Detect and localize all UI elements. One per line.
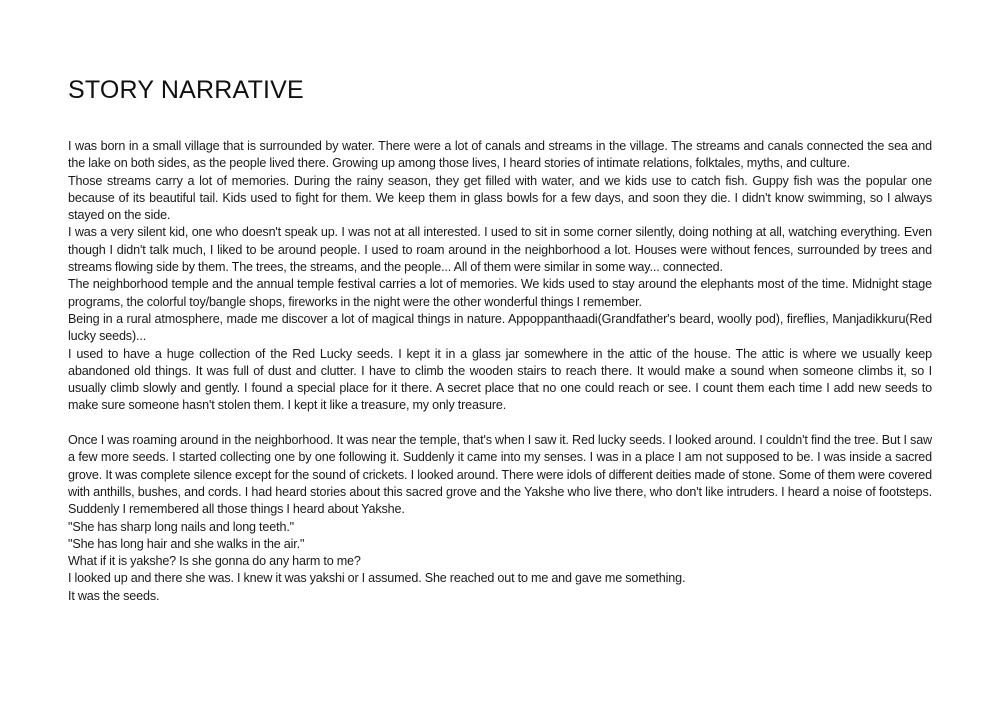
document-page	[68, 0, 932, 708]
story-paragraph: The neighborhood temple and the annual temple festival carries a lot of memories. We kids used to stay around the elephants most of the time. Midnight stage programs, the colorful toy/bangle shops, fireworks in the night were the other wonderful things I remember.	[68, 277, 932, 309]
story-body	[68, 138, 932, 605]
story-quote: "She has long hair and she walks in the air."	[68, 536, 305, 551]
story-paragraph: I was a very silent kid, one who doesn't speak up. I was not at all interested. I used to sit in some corner silently, doing nothing at all, watching everything. Even though I didn't talk much, I liked to be around people. I used to roam around in the neighborhood a lot. Houses were without fences, surrounded by trees and streams flowing side by them. The trees, the streams, and the people... All of them were similar in some way... connected.	[68, 225, 932, 275]
document-title: STORY NARRATIVE	[68, 76, 304, 104]
story-paragraph: What if it is yakshe? Is she gonna do any harm to me?	[68, 554, 361, 569]
story-paragraph: I was born in a small village that is surrounded by water. There were a lot of canals and streams in the village. The streams and canals connected the sea and the lake on both sides, as the people lived there. Growing up among those lives, I heard stories of intimate relations, folktales, myths, and culture.	[68, 139, 932, 171]
story-paragraph: Being in a rural atmosphere, made me discover a lot of magical things in nature. Appoppanthaadi(Grandfather's beard, woolly pod), fireflies, Manjadikkuru(Red lucky seeds)...	[68, 311, 932, 344]
story-paragraph: I looked up and there she was. I knew it was yakshi or I assumed. She reached out to me and gave me something.	[68, 571, 686, 586]
story-paragraph: Those streams carry a lot of memories. During the rainy season, they get filled with water, and we kids use to catch fish. Guppy fish was the popular one because of its beautiful tail. Kids used to fight for them. We keep them in glass bowls for a few days, and soon they die. I didn't know swimming, so I always stayed on the side.	[68, 173, 932, 223]
story-paragraph: I used to have a huge collection of the Red Lucky seeds. I kept it in a glass jar somewhere in the attic of the house. The attic is where we usually keep abandoned old things. It was full of dust and clutter. I have to climb the wooden stairs to reach there. It would make a sound when someone climbs it, so I usually climb slowly and gently. I found a special place for it there. A secret place that no one could reach or see. I count them each time I add new seeds to make sure someone hasn't stolen them. I kept it like a treasure, my only treasure.	[68, 346, 932, 413]
story-paragraph: It was the seeds.	[68, 588, 160, 603]
story-quote: "She has sharp long nails and long teeth."	[68, 519, 294, 534]
story-paragraph: Once I was roaming around in the neighborhood. It was near the temple, that's when I saw it. Red lucky seeds. I looked around. I couldn't find the tree. But I saw a few more seeds. I started collecting one by one following it. Suddenly it came into my senses. I was in a place I am not supposed to be. I was inside a sacred grove. It was complete silence except for the sound of crickets. I looked around. There were idols of different deities made of stone. Some of them were covered with anthills, bushes, and cords. I had heard stories about this sacred grove and the Yakshe who live there, who don't like intruders. I heard a noise of footsteps. Suddenly I remembered all those things I heard about Yakshe.	[68, 433, 932, 517]
